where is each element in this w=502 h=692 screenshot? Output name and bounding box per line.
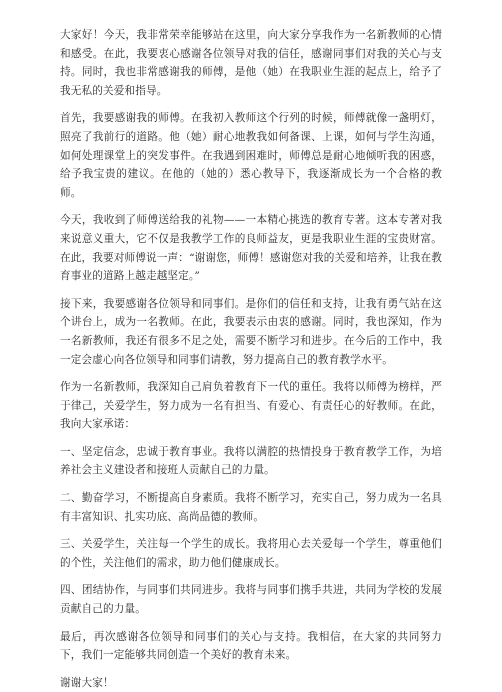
paragraph-closing: 最后，再次感谢各位领导和同事们的关心与支持。我相信，在大家的共同努力下，我们一定能够共同创造一个美好的教育未来。 xyxy=(60,630,442,662)
paragraph-farewell: 谢谢大家！ xyxy=(60,676,114,689)
paragraph-pledge-3: 三、关爱学生，关注每一个学生的成长。我将用心去关爱每一个学生，尊重他们的个性，关注他们的需求，助力他们健康成长。 xyxy=(60,538,442,569)
paragraph-pledge-4: 四、团结协作，与同事们共同进步。我将与同事们携手共进，共同为学校的发展贡献自己的力量。 xyxy=(60,584,442,616)
paragraph-responsibility: 作为一名新教师，我深知自己肩负着教育下一代的重任。我将以师傅为榜样，严于律己，关爱学生，努力成为一名有担当、有爱心、有责任心的好教师。在此，我向大家承诺： xyxy=(60,381,442,431)
paragraph-pledge-2: 二、勤奋学习，不断提高自身素质。我将不断学习，充实自己，努力成为一名具有丰富知识、扎实功底、高尚品德的教师。 xyxy=(60,492,442,523)
paragraph-greeting: 大家好！今天，我非常荣幸能够站在这里，向大家分享我作为一名新教师的心情和感受。在此，我要衷心感谢各位领导对我的信任，感谢同事们对我的关心与支持。同时，我也非常感谢我的师傅，是他（她）在我职业生涯的起点上，给予了我无私的关爱和指导。 xyxy=(60,29,442,97)
paragraph-pledge-1: 一、坚定信念，忠诚于教育事业。我将以满腔的热情投身于教育教学工作，为培养社会主义建设者和接班人贡献自己的力量。 xyxy=(60,445,442,477)
paragraph-gift: 今天，我收到了师傅送给我的礼物——一本精心挑选的教育专著。这本专著对我来说意义重大，它不仅是我教学工作的良师益友，更是我职业生涯的宝贵财富。在此，我要对师傅说一声：“谢谢您，师傅！感谢您对我的关爱和培养，让我在教育事业的道路上越走越坚定。” xyxy=(60,214,442,283)
paragraph-thanks-leaders: 接下来，我要感谢各位领导和同事们。是你们的信任和支持，让我有勇气站在这个讲台上，成为一名教师。在此，我要表示由衷的感谢。同时，我也深知，作为一名新教师，我还有很多不足之处，需要不断学习和进步。在今后的工作中，我一定会虚心向各位领导和同事们请教，努力提高自己的教育教学水平。 xyxy=(60,297,442,366)
paragraph-thanks-mentor: 首先，我要感谢我的师傅。在我初入教师这个行列的时候，师傅就像一盏明灯，照亮了我前行的道路。他（她）耐心地教我如何备课、上课，如何与学生沟通，如何处理课堂上的突发事件。在我遇到困难时，师傅总是耐心地倾听我的困惑，给予我宝贵的建议。在他的（她的）悉心教导下，我逐渐成长为一个合格的教师。 xyxy=(60,112,442,199)
speech-text xyxy=(60,26,442,692)
